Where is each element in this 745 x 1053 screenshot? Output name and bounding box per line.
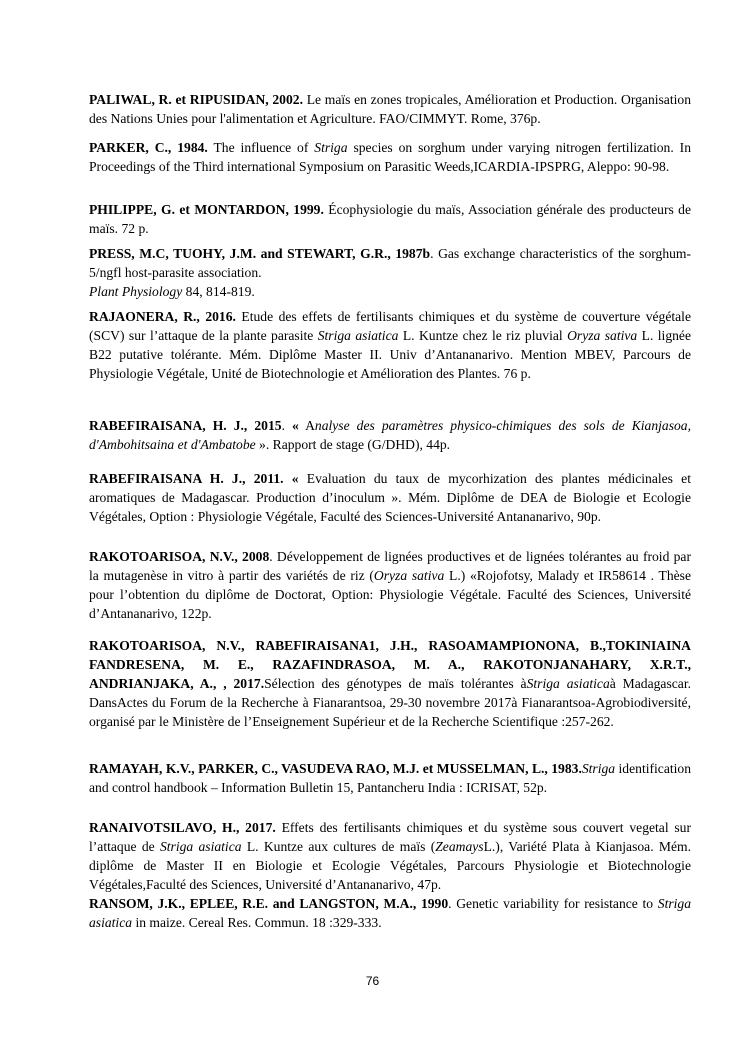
reference-entry: [89, 90, 691, 128]
reference-text: 84, 814-819.: [182, 284, 255, 299]
reference-italic-text: Striga: [314, 140, 348, 155]
reference-text: species on sorghum under varying nitrogen fertilization. In Proceedings of the Third international Symposium on Parasitic Weeds,ICARDIA-IPSPRG, Aleppo: 90-98.: [89, 140, 691, 174]
reference-entry: [89, 547, 691, 623]
reference-text: «: [292, 418, 299, 433]
reference-italic-text: Zeamays: [435, 839, 484, 854]
reference-italic-text: Striga asiatica: [317, 328, 399, 343]
reference-entry: [89, 759, 691, 797]
reference-entry: [89, 469, 691, 526]
reference-text: . Gas exchange characteristics of the sorghum-5/ngfl host-parasite association.: [89, 246, 692, 280]
reference-italic-text: Striga: [581, 761, 616, 776]
reference-italic-text: Striga asiatica: [526, 676, 610, 691]
reference-authors: PARKER, C., 1984.: [89, 140, 208, 155]
reference-text: identification and control handbook – Information Bulletin 15, Pantancheru India : ICRISAT, 52p.: [89, 761, 692, 795]
reference-authors: RANSOM, J.K., EPLEE, R.E. and LANGSTON, M.A., 1990: [89, 896, 449, 911]
reference-entry: [89, 138, 691, 176]
reference-text: The influence of: [207, 140, 315, 155]
reference-italic-text: Striga asiatica: [89, 896, 691, 930]
reference-entry: [89, 244, 691, 301]
reference-authors: RABEFIRAISANA H. J., 2011. «: [89, 471, 299, 486]
reference-authors: PALIWAL, R. et RIPUSIDAN, 2002.: [89, 92, 303, 107]
reference-italic-text: Plant Physiology: [89, 284, 183, 299]
reference-text: L.) «Rojofotsy, Malady et IR58614 . Thèse pour l’obtention du diplôme de Doctorat, Option: Physiologie Végétale. Faculté des Sciences, Université d’Antananarivo, 122p.: [89, 568, 692, 621]
reference-text: à Madagascar. DansActes du Forum de la Recherche à Fianarantsoa, 29-30 novembre 2017à Fianarantsoa-Agrobiodiversité, organisé par le Ministère de l’Enseignement Supérieur et de la Recherche Scientifique :257-262.: [89, 676, 691, 729]
reference-entry: [89, 200, 691, 238]
reference-entry: [89, 818, 691, 894]
reference-text: L. lignée B22 putative tolérante. Mém. Diplôme Master II. Univ d’Antananarivo. Mention MBEV, Parcours de Physiologie Végétale, Unité de Biotechnologie et Amélioration des Plantes. 76 p.: [89, 328, 691, 381]
reference-italic-text: nalyse des paramètres physico-chimiques des sols de Kianjasoa, d'Ambohitsaina et d'Ambatobe: [89, 418, 691, 452]
reference-authors: PRESS, M.C, TUOHY, J.M. and STEWART, G.R., 1987b: [89, 246, 431, 261]
reference-entry: [89, 636, 691, 731]
reference-text: ». Rapport de stage (G/DHD), 44p.: [255, 437, 451, 452]
reference-italic-text: Oryza sativa: [567, 328, 638, 343]
reference-text: Sélection des génotypes de maïs tolérantes à: [264, 676, 527, 691]
reference-authors: RAKOTOARISOA, N.V., 2008: [89, 549, 270, 564]
reference-entry: [89, 416, 691, 454]
reference-text: L. Kuntze aux cultures de maïs (: [241, 839, 436, 854]
reference-text: L.), Variété Plata à Kianjasoa. Mém. diplôme de Master II en Biologie et Ecologie Végétales, Parcours Physiologie et Biotechnologie Végétales,Faculté des Sciences, Université d’Antananarivo, 47p.: [89, 839, 691, 892]
reference-italic-text: Striga asiatica: [159, 839, 242, 854]
reference-text: A: [298, 418, 315, 433]
reference-text: .: [281, 418, 292, 433]
reference-authors: PHILIPPE, G. et MONTARDON, 1999.: [89, 202, 324, 217]
reference-text: Le maïs en zones tropicales, Amélioration et Production. Organisation des Nations Unies pour l'alimentation et Agriculture. FAO/CIMMYT. Rome, 376p.: [89, 92, 691, 126]
reference-text: . Développement de lignées productives et de lignées tolérantes au froid par la mutagenèse in vitro à partir des variétés de riz (: [89, 549, 691, 583]
reference-italic-text: Oryza sativa: [373, 568, 445, 583]
page-number: 76: [365, 974, 380, 988]
reference-authors: RAKOTOARISOA, N.V., RABEFIRAISANA1, J.H., RASOAMAMPIONONA, B.,TOKINIAINA FANDRESENA, M. E., RAZAFINDRASOA, M. A., RAKOTONJANAHARY, X.R.T., ANDRIANJAKA, A., , 2017.: [89, 638, 691, 691]
reference-text: in maize. Cereal Res. Commun. 18 :329-333.: [132, 915, 382, 930]
reference-text: L. Kuntze chez le riz pluvial: [398, 328, 568, 343]
reference-text: Écophysiologie du maïs, Association générale des producteurs de maïs. 72 p.: [89, 202, 692, 236]
reference-text: Etude des effets de fertilisants chimiques et du système de couverture végétale (SCV) sur l’attaque de la plante parasite: [89, 309, 691, 343]
reference-authors: RAJAONERA, R., 2016.: [89, 309, 236, 324]
reference-entry: [89, 307, 691, 383]
reference-entry: [89, 894, 691, 932]
reference-authors: RANAIVOTSILAVO, H., 2017.: [89, 820, 276, 835]
reference-authors: RAMAYAH, K.V., PARKER, C., VASUDEVA RAO, M.J. et MUSSELMAN, L., 1983.: [89, 761, 582, 776]
reference-text: Effets des fertilisants chimiques et du système sous couvert vegetal sur l’attaque de: [89, 820, 692, 854]
reference-authors: RABEFIRAISANA, H. J., 2015: [89, 418, 282, 433]
reference-text: Evaluation du taux de mycorhization des plantes médicinales et aromatiques de Madagascar. Production d’inoculum ». Mém. Diplôme de DEA de Biologie et Ecologie Végétales, Option : Physiologie Végétale, Faculté des Sciences-Université Antananarivo, 90p.: [89, 471, 691, 524]
reference-text: . Genetic variability for resistance to: [448, 896, 658, 911]
